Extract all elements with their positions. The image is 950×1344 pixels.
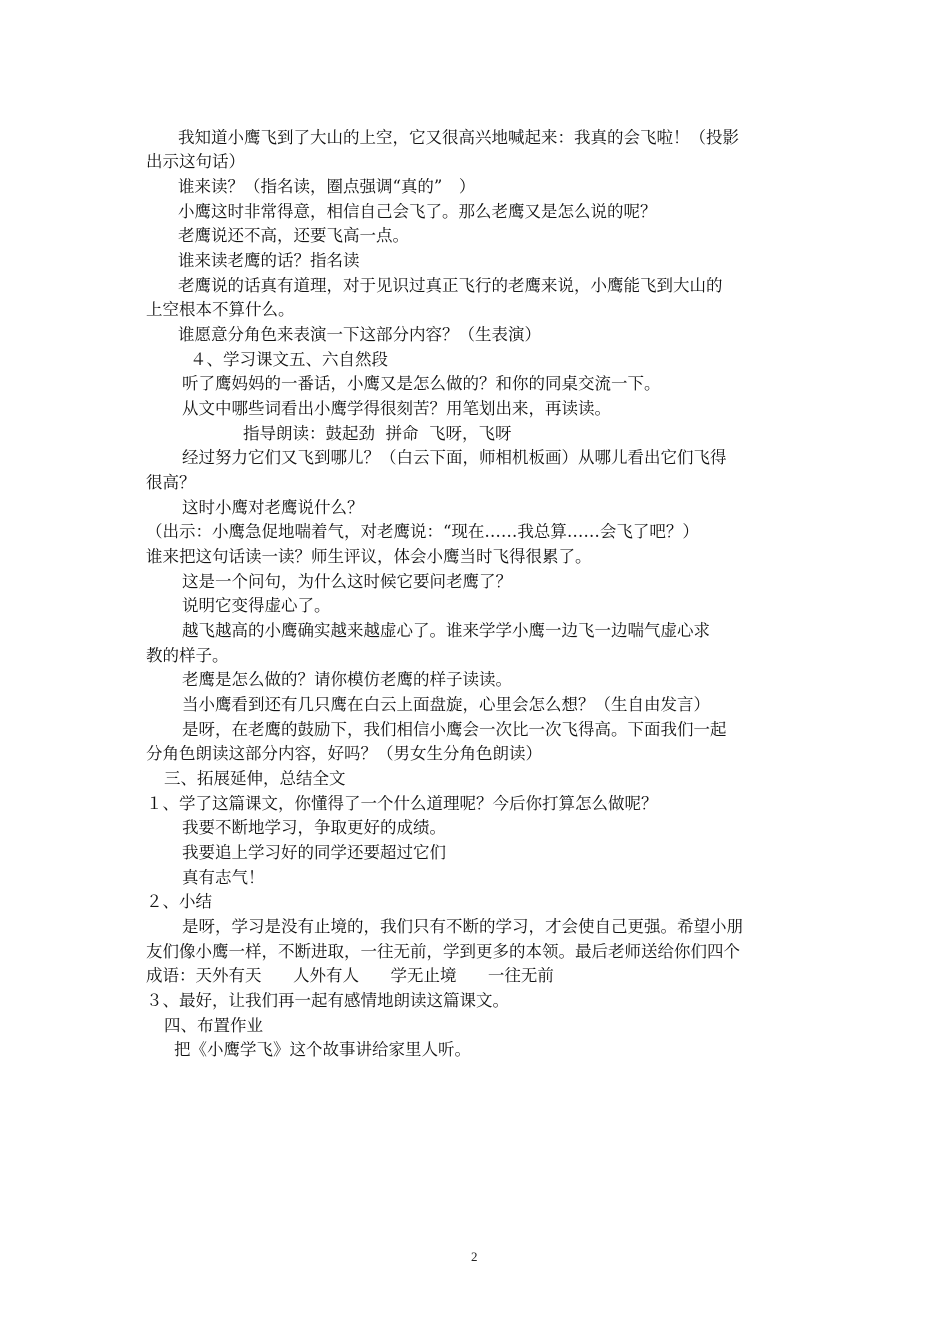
text-line: 我知道小鹰飞到了大山的上空，它又很高兴地喊起来：我真的会飞啦！（投影: [178, 128, 739, 147]
section-heading: ４、学习课文五、六自然段: [190, 350, 388, 369]
text-line: 友们像小鹰一样，不断进取，一往无前，学到更多的本领。最后老师送给你们四个: [146, 942, 740, 961]
text-line: 谁来读？（指名读，圈点强调“真的” ）: [178, 177, 476, 196]
text-line: 听了鹰妈妈的一番话，小鹰又是怎么做的？和你的同桌交流一下。: [182, 374, 661, 393]
text-line: 这时小鹰对老鹰说什么？: [182, 498, 364, 517]
text-line: 谁来读老鹰的话？指名读: [178, 251, 360, 270]
section-heading: ３、最好，让我们再一起有感情地朗读这篇课文。: [146, 991, 509, 1010]
text-line: 指导朗读：鼓起劲 拼命 飞呀，飞呀: [243, 424, 512, 443]
text-line: 老鹰说还不高，还要飞高一点。: [178, 226, 409, 245]
text-line: 说明它变得虚心了。: [182, 596, 331, 615]
text-line: 是呀，学习是没有止境的，我们只有不断的学习，才会使自己更强。希望小朋: [182, 917, 743, 936]
text-line: 我要追上学习好的同学还要超过它们: [182, 843, 446, 862]
section-heading: １、学了这篇课文，你懂得了一个什么道理呢？今后你打算怎么做呢？: [146, 794, 658, 813]
text-line: 这是一个问句，为什么这时候它要问老鹰了？: [182, 572, 512, 591]
text-line: 是呀，在老鹰的鼓励下，我们相信小鹰会一次比一次飞得高。下面我们一起: [182, 720, 727, 739]
text-line: 真有志气！: [182, 868, 265, 887]
section-heading: ２、小结: [146, 892, 212, 911]
text-line: 小鹰这时非常得意，相信自己会飞了。那么老鹰又是怎么说的呢？: [178, 202, 657, 221]
page-number: 2: [471, 1249, 478, 1264]
text-line: （出示：小鹰急促地喘着气，对老鹰说：“现在……我总算……会飞了吧？）: [146, 522, 699, 541]
text-line: 我要不断地学习，争取更好的成绩。: [182, 818, 446, 837]
text-line: 分角色朗读这部分内容，好吗？（男女生分角色朗读）: [146, 744, 542, 763]
section-heading: 三、拓展延伸，总结全文: [164, 769, 346, 788]
text-line: 老鹰是怎么做的？请你模仿老鹰的样子读读。: [182, 670, 512, 689]
text-line: 当小鹰看到还有几只鹰在白云上面盘旋，心里会怎么想？（生自由发言）: [182, 695, 710, 714]
text-line: 出示这句话）: [146, 152, 245, 171]
text-line: 经过努力它们又飞到哪儿？（白云下面，师相机板画）从哪儿看出它们飞得: [182, 448, 727, 467]
section-heading: 四、布置作业: [164, 1016, 263, 1035]
text-line: 成语：天外有天 人外有人 学无止境 一往无前: [146, 966, 554, 985]
text-line: 谁愿意分角色来表演一下这部分内容？（生表演）: [178, 325, 541, 344]
text-line: 从文中哪些词看出小鹰学得很刻苦？用笔划出来，再读读。: [182, 399, 611, 418]
text-line: 越飞越高的小鹰确实越来越虚心了。谁来学学小鹰一边飞一边喘气虚心求: [182, 621, 710, 640]
text-line: 把《小鹰学飞》这个故事讲给家里人听。: [174, 1040, 471, 1059]
text-line: 老鹰说的话真有道理，对于见识过真正飞行的老鹰来说，小鹰能飞到大山的: [178, 276, 723, 295]
text-line: 谁来把这句话读一读？师生评议，体会小鹰当时飞得很累了。: [146, 547, 592, 566]
text-line: 教的样子。: [146, 646, 229, 665]
text-line: 很高？: [146, 473, 196, 492]
text-line: 上空根本不算什么。: [146, 300, 295, 319]
